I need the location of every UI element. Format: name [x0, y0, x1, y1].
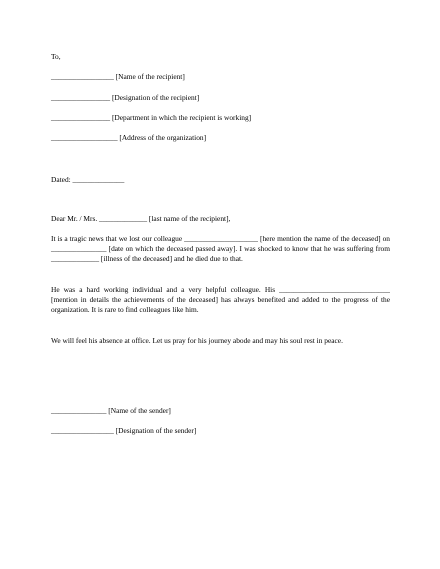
salutation-line: Dear Mr. / Mrs. _____________ [last name of the recipient],	[51, 214, 231, 223]
to-line: To,	[51, 52, 61, 61]
dated-line: Dated: ______________	[51, 175, 125, 184]
paragraph-achievements	[51, 285, 390, 315]
sender-designation-line: _________________ [Designation of the sender]	[51, 426, 197, 435]
sender-name-line: _______________ [Name of the sender]	[51, 406, 171, 415]
paragraph-text: It is a tragic news that we lost our colleague ____________________ [here mention the name of the deceased] on _______________ [date on which the deceased passed away]. I was shocked to know that he was suffering from _____________ [illness of the deceased] and he died due to that.	[51, 234, 390, 263]
recipient-department-line: ________________ [Department in which the recipient is working]	[51, 113, 252, 122]
paragraph-prayer	[51, 336, 390, 346]
paragraph-condolence	[51, 234, 390, 264]
organization-address-line: __________________ [Address of the organization]	[51, 133, 207, 142]
recipient-name-line: _________________ [Name of the recipient]	[51, 72, 185, 81]
paragraph-text: We will feel his absence at office. Let us pray for his journey abode and may his soul rest in peace.	[51, 336, 343, 345]
recipient-designation-line: ________________ [Designation of the recipient]	[51, 93, 200, 102]
paragraph-text: He was a hard working individual and a very helpful colleague. His ______________________________ [mention in details the achievements of the deceased] has always benefited and added to the progress of the organization. It is rare to find colleagues like him.	[51, 285, 390, 314]
